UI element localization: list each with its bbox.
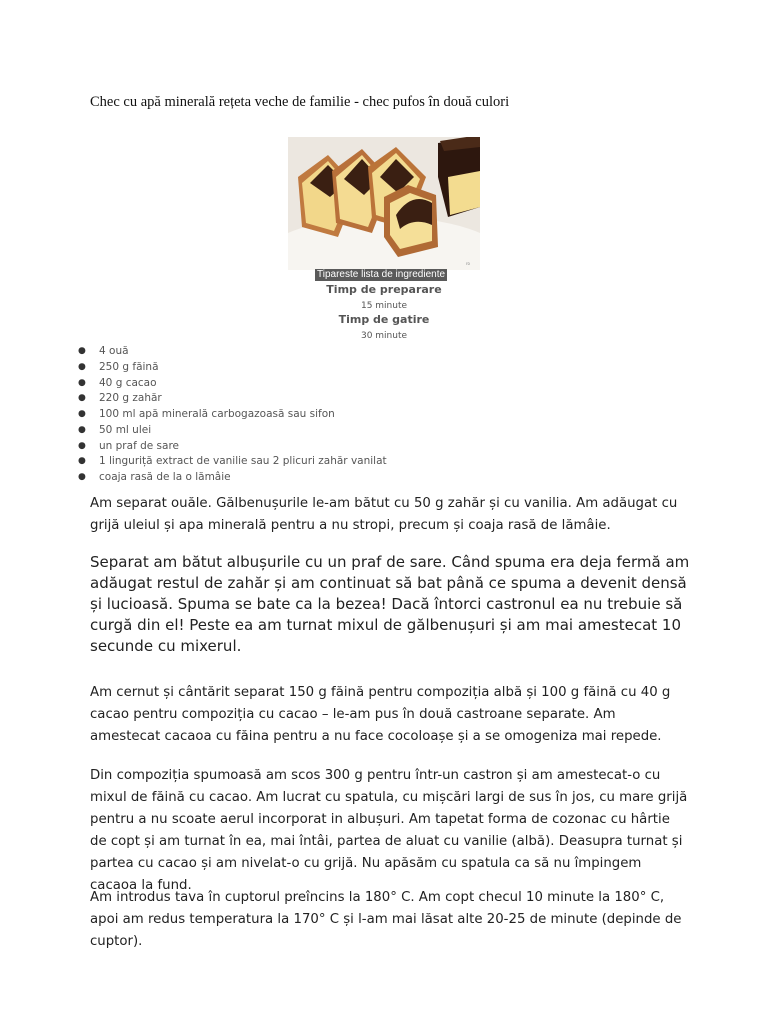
ingredient-item: ● 4 ouă [78, 344, 387, 360]
ingredient-item: ● 250 g făină [78, 360, 387, 376]
step-paragraph-5: Am introdus tava în cuptorul preîncins la 180° C. Am copt checul 10 minute la 180° C, apoi am redus temperatura la 170° C și l-am mai lăsat alte 20-25 de minute (depinde de cuptor). [90, 890, 682, 949]
bullet-icon: ● [78, 393, 86, 404]
step-paragraph-3: Am cernut și cântărit separat 150 g făină pentru compoziția albă și 100 g făină cu 40 g cacao pentru compoziția cu cacao – le-am pus în două castroane separate. Am amestecat cacaoa cu făina pentru a nu face cocoloașe și a se omogeniza mai repede. [90, 685, 671, 744]
print-ingredients-link[interactable]: Tipareste lista de ingrediente [317, 269, 446, 280]
step-paragraph-1: Am separat ouăle. Gălbenușurile le-am bătut cu 50 g zahăr și cu vanilia. Am adăugat cu grijă uleiul și apa minerală pentru a nu stropi, precum și coaja rasă de lămâie. [90, 496, 678, 533]
svg-text:ro: ro [466, 261, 471, 266]
bullet-icon: ● [78, 377, 86, 388]
prep-time-value: 15 minute [360, 301, 408, 311]
recipe-photo [288, 137, 480, 270]
ingredient-item: ● 50 ml ulei [78, 423, 387, 439]
ingredient-item: ● 40 g cacao [78, 376, 387, 392]
step-paragraph-2: Separat am bătut albușurile cu un praf de sare. Când spuma era deja fermă am adăugat restul de zahăr și am continuat să bat până ce spuma a devenit densă și lucioasă. Spuma se bate ca la bezea! Dacă întorci castronul ea nu trebuie să curgă din el! Peste ea am turnat mixul de gălbenușuri și am mai amestecat 10 secunde cu mixerul. [90, 553, 690, 655]
ingredient-item: ● un praf de sare [78, 439, 387, 455]
ingredient-item: ● coaja rasă de la o lămâie [78, 470, 387, 486]
cook-time-label: Timp de gatire [338, 313, 430, 326]
bullet-icon: ● [78, 361, 86, 372]
bullet-icon: ● [78, 409, 86, 419]
ingredient-item: ● 220 g zahăr [78, 391, 387, 407]
prep-time-label: Timp de preparare [326, 283, 442, 296]
bullet-icon: ● [78, 456, 86, 467]
bullet-icon: ● [78, 472, 86, 482]
bullet-icon: ● [78, 424, 86, 435]
page-title: Chec cu apă minerală rețeta veche de familie - chec pufos în două culori [90, 94, 510, 110]
bullet-icon: ● [78, 346, 86, 356]
step-paragraph-4: Din compoziția spumoasă am scos 300 g pentru într-un castron și am amestecat-o cu mixul de făină cu cacao. Am lucrat cu spatula, cu mișcări largi de sus în jos, cu mare grijă pentru a nu scoate aerul incorporat in albușuri. Am tapetat forma de cozonac cu hârtie de copt și am turnat în ea, mai întâi, partea de aluat cu vanilie (albă). Deasupra turnat și partea cu cacao și am nivelat-o cu grijă. Nu apăsăm cu spatula ca să nu împingem cacaoa la fund. [90, 768, 688, 893]
ingredient-list [78, 344, 387, 486]
bullet-icon: ● [78, 440, 86, 451]
ingredient-item: ● 100 ml apă minerală carbogazoasă sau sifon [78, 407, 387, 423]
cook-time-value: 30 minute [360, 331, 408, 341]
ingredient-item: ● 1 linguriță extract de vanilie sau 2 plicuri zahăr vanilat [78, 454, 387, 470]
